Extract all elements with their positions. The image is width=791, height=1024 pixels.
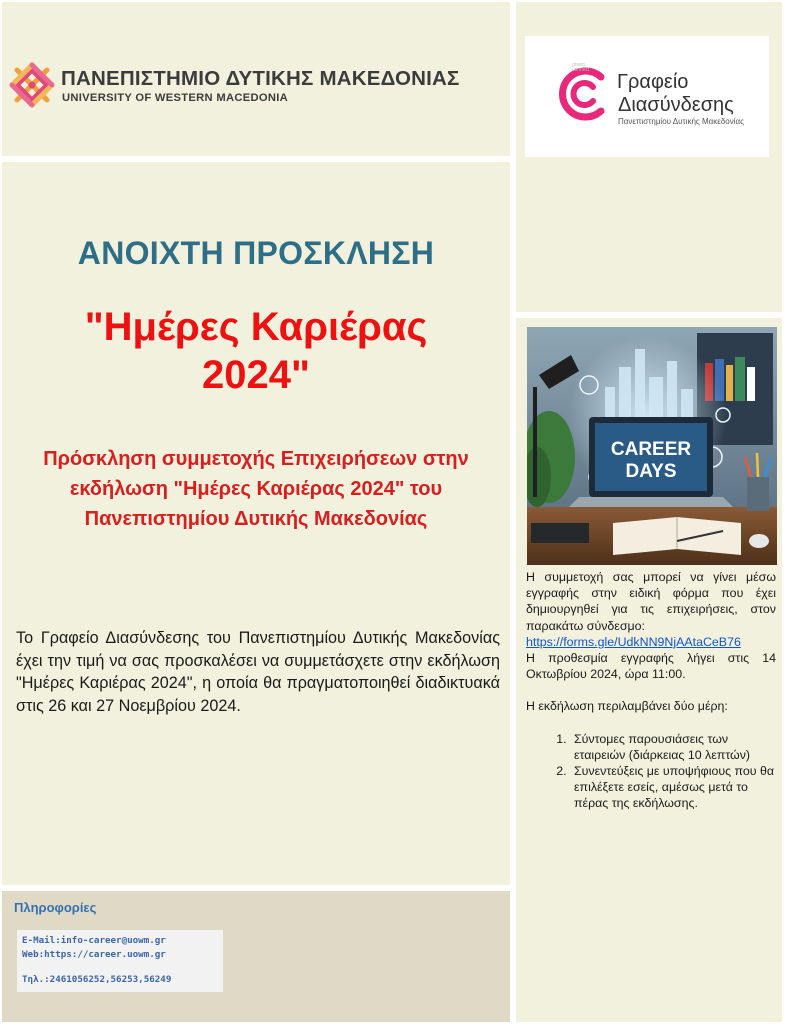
career-days-illustration bbox=[527, 327, 777, 565]
deadline-text: Η προθεσμία εγγραφής λήγει στις 14 Οκτωβρίου 2024, ώρα 11:00. bbox=[526, 651, 776, 682]
call-subtitle: Πρόσκληση συμμετοχής Επιχειρήσεων στην εκδήλωση "Ημέρες Καριέρας 2024" του Πανεπιστημίου Δυτικής Μακεδονίας bbox=[43, 448, 469, 530]
career-office-logo bbox=[525, 36, 769, 157]
registration-text: Η συμμετοχή σας μπορεί να γίνει μέσω εγγραφής στην ειδική φόρμα που έχει δημιουργηθεί για τις επιχειρήσεις, στον παρακάτω σύνδεσμο: bbox=[526, 570, 776, 633]
registration-form-link[interactable]: https://forms.gle/UdkNN9NjAAtaCeB76 bbox=[526, 634, 741, 649]
contact-web[interactable]: Web:https://career.uowm.gr bbox=[22, 949, 166, 960]
event-parts-list bbox=[526, 731, 776, 812]
side-text bbox=[526, 569, 776, 812]
contact-phone: Τηλ.:2461056252,56253,56249 bbox=[22, 974, 172, 985]
event-title: "Ημέρες Καριέρας 2024" bbox=[84, 305, 428, 397]
university-name-greek: ΠΑΝΕΠΙΣΤΗΜΙΟ ΔΥΤΙΚΗΣ ΜΑΚΕΔΟΝΙΑΣ bbox=[61, 67, 460, 90]
career-label-line1: CAREER bbox=[610, 439, 692, 460]
event-parts-intro: Η εκδήλωση περιλαμβάνει δύο μέρη: bbox=[526, 699, 728, 714]
info-heading: Πληροφορίες bbox=[14, 900, 97, 915]
contact-email[interactable]: E-Mail:info-career@uowm.gr bbox=[22, 935, 166, 946]
list-item: 1. Σύντομες παρουσιάσεις των εταιρειών (διάρκειας 10 λεπτών) bbox=[570, 731, 776, 763]
career-office-name-line2: Διασύνδεσης bbox=[618, 94, 734, 116]
open-call-title: ΑΝΟΙΧΤΗ ΠΡΟΣΚΛΗΣΗ bbox=[77, 235, 435, 271]
career-label-line2: DAYS bbox=[625, 461, 677, 482]
university-name-english: UNIVERSITY OF WESTERN MACEDONIA bbox=[62, 92, 289, 104]
university-logo-icon bbox=[9, 62, 55, 108]
career-office-name-line1: Γραφείο bbox=[617, 71, 689, 93]
career-office-subtitle: Πανεπιστημίου Δυτικής Μακεδονίας bbox=[618, 117, 745, 126]
contact-card bbox=[17, 930, 223, 992]
intro-paragraph: Το Γραφείο Διασύνδεσης του Πανεπιστημίου Δυτικής Μακεδονίας έχει την τιμή να σας προσκαλέσει να συμμετάσχετε στην εκδήλωση "Ημέρες Καριέρας 2024", η οποία θα πραγματοποιηθεί διαδικτυακά στις 26 και 27 Νοεμβρίου 2024. bbox=[16, 629, 500, 715]
career-office-tiny-text: green connect bbox=[572, 62, 590, 73]
list-item: 2. Συνεντεύξεις με υποψήφιους που θα επιλέξετε εσείς, αμέσως μετά το πέρας της εκδήλωσης. bbox=[570, 763, 776, 812]
